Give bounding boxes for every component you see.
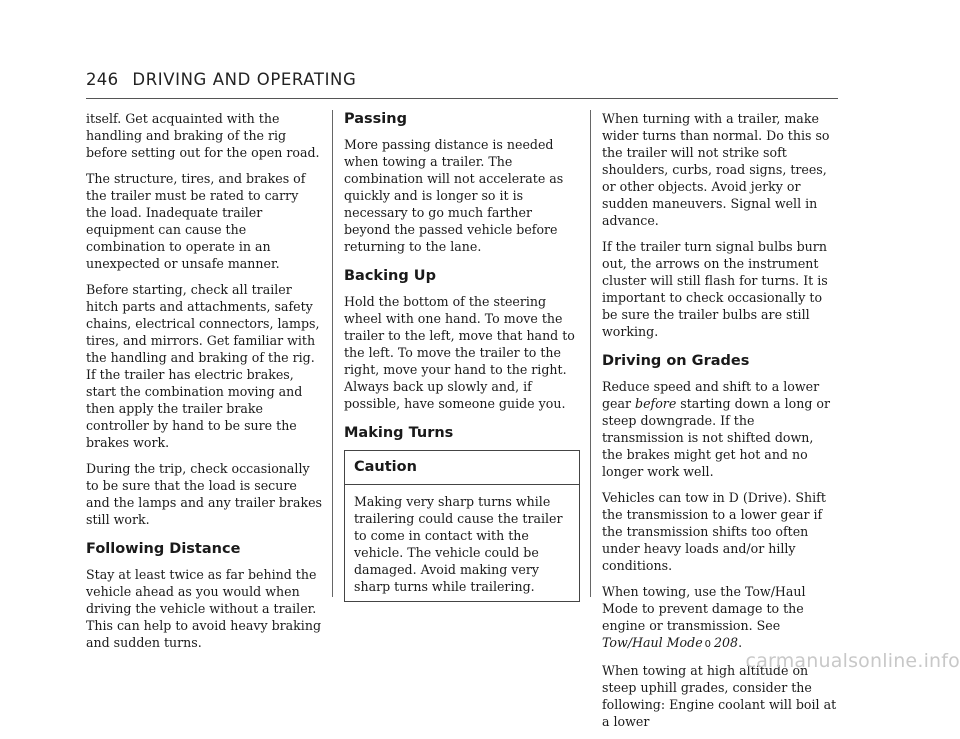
text-run: starting down a long or steep downgrade. If the transmission is not shifted down, the brakes might get hot and no longer work well. (602, 396, 831, 479)
caution-title: Caution (345, 451, 579, 485)
text-run: . (738, 635, 743, 650)
paragraph: If the trailer turn signal bulbs burn out, the arrows on the instrument cluster will still flash for turns. It is important to check occasionally to be sure the trailer bulbs are still working. (602, 239, 828, 339)
page-ref-arrow-icon: 0 (704, 639, 712, 650)
paragraph: Hold the bottom of the steering wheel with one hand. To move the trailer to the left, move that hand to the left. To move the trailer to the right, move your hand to the right. Always back up slowly and, if possible, have someone guide you. (344, 294, 575, 411)
paragraph: itself. Get acquainted with the handling and braking of the rig before setting out for the open road. (86, 111, 320, 160)
paragraph (602, 583, 838, 653)
column-divider-1 (332, 110, 333, 597)
emphasis: before (635, 396, 677, 411)
column-3 (602, 110, 838, 739)
paragraph: When towing at high altitude on steep uphill grades, consider the following: Engine coolant will boil at a lower (602, 663, 837, 729)
paragraph: Before starting, check all trailer hitch parts and attachments, safety chains, electrical connectors, lamps, tires, and mirrors. Get familiar with the handling and braking of the rig. If the trailer has electric brakes, start the combination moving and then apply the trailer brake controller by hand to be sure the brakes work. (86, 282, 320, 450)
paragraph (602, 378, 838, 480)
paragraph: More passing distance is needed when towing a trailer. The combination will not accelerate as quickly and is longer so it is necessary to go much farther beyond the passed vehicle before returning to the lane. (344, 137, 564, 254)
heading-passing: Passing (344, 111, 407, 127)
column-2 (344, 110, 580, 602)
watermark: carmanualsonline.info (745, 650, 960, 672)
section-title: DRIVING AND OPERATING (132, 70, 357, 89)
page-header (86, 70, 838, 100)
page-number: 246 (86, 70, 119, 89)
cross-reference-link[interactable]: Tow/Haul Mode (602, 635, 703, 650)
caution-body: Making very sharp turns while trailering could cause the trailer to come in contact with the vehicle. The vehicle could be damaged. Avoid making very sharp turns while trailering. (354, 494, 563, 594)
header-rule (86, 98, 838, 99)
column-divider-2 (590, 110, 591, 597)
paragraph: When turning with a trailer, make wider turns than normal. Do this so the trailer will not strike soft shoulders, curbs, road signs, trees, or other objects. Avoid jerky or sudden maneuvers. Signal well in advance. (602, 111, 830, 228)
caution-box (344, 450, 580, 602)
paragraph: During the trip, check occasionally to be sure that the load is secure and the lamps and any trailer brakes still work. (86, 461, 322, 527)
heading-backing-up: Backing Up (344, 268, 436, 284)
heading-making-turns: Making Turns (344, 425, 454, 441)
paragraph: Stay at least twice as far behind the vehicle ahead as you would when driving the vehicle without a trailer. This can help to avoid heavy braking and sudden turns. (86, 567, 322, 650)
heading-driving-on-grades: Driving on Grades (602, 353, 750, 369)
paragraph: The structure, tires, and brakes of the trailer must be rated to carry the load. Inadequate trailer equipment can cause the combination to operate in an unexpected or unsafe manner. (86, 171, 306, 271)
text-run: Reduce speed and shift to a lower gear (602, 379, 820, 411)
heading-following-distance: Following Distance (86, 541, 241, 557)
column-1 (86, 110, 322, 660)
paragraph: Vehicles can tow in D (Drive). Shift the transmission to a lower gear if the transmission shifts too often under heavy loads and/or hilly conditions. (602, 490, 826, 573)
text-run: When towing, use the Tow/Haul Mode to prevent damage to the engine or transmission. See (602, 584, 806, 633)
cross-reference-page[interactable]: 208 (714, 635, 739, 650)
